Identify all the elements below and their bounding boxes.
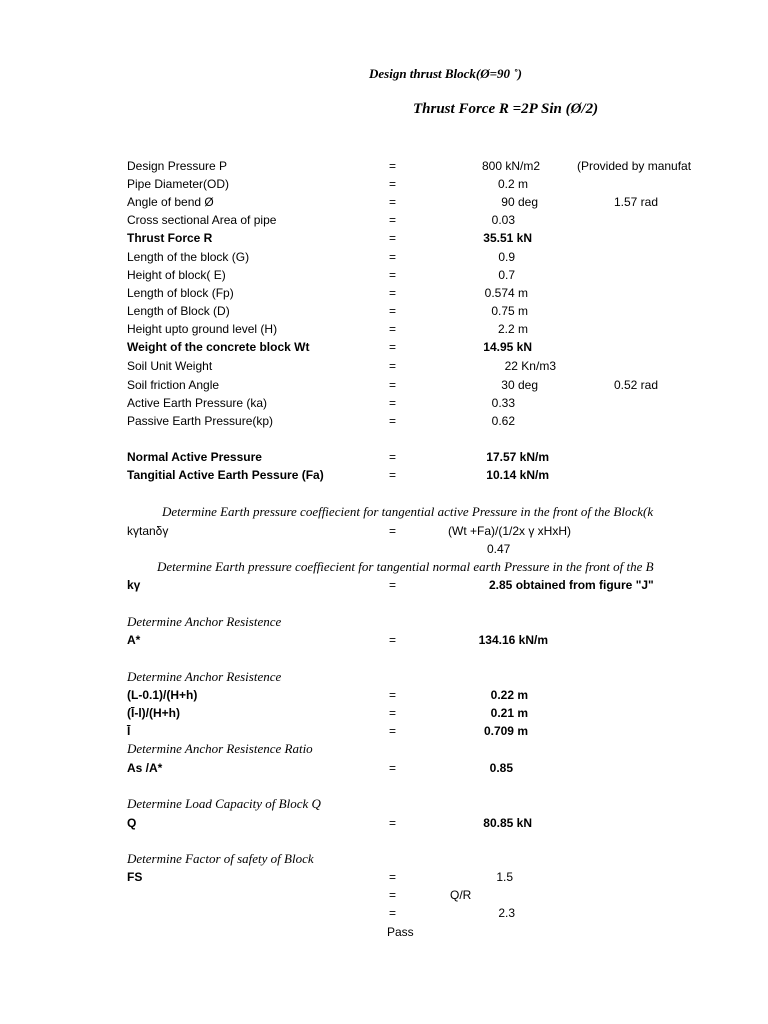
- row-value: 0.574 m: [484, 286, 528, 300]
- row-value: 0.85: [489, 761, 513, 775]
- row-label: Tangitial Active Earth Pessure (Fa): [127, 468, 324, 482]
- equals-sign: =: [389, 870, 397, 884]
- row-label: As /A*: [127, 761, 163, 775]
- row-value: 0.7: [498, 268, 515, 282]
- section-heading: Determine Load Capacity of Block Q: [127, 796, 321, 811]
- row-value: 35.51 kN: [483, 231, 532, 245]
- row-label: Soil Unit Weight: [127, 359, 213, 373]
- equals-sign: =: [389, 888, 397, 902]
- row-value: Q/R: [450, 888, 472, 902]
- equals-sign: =: [389, 450, 397, 464]
- pass-result: Pass: [387, 925, 414, 939]
- equals-sign: =: [389, 468, 397, 482]
- equals-sign: =: [389, 286, 397, 300]
- row-value: 0.75 m: [491, 304, 528, 318]
- equals-sign: =: [389, 359, 397, 373]
- row-value: 0.03: [491, 213, 515, 227]
- row-extra: 0.52 rad: [613, 378, 658, 392]
- row-label: Thrust Force R: [127, 231, 213, 245]
- row-label: Normal Active Pressure: [127, 450, 262, 464]
- row-value: 134.16 kN/m: [478, 633, 548, 647]
- row-label: Cross sectional Area of pipe: [127, 213, 277, 227]
- equals-sign: =: [389, 633, 397, 647]
- equals-sign: =: [389, 578, 397, 592]
- row-note: (Provided by manufat: [577, 159, 692, 173]
- row-extra: 1.57 rad: [613, 195, 658, 209]
- row-label: (Ī-l)/(H+h): [127, 706, 180, 720]
- row-value: 800 kN/m2: [481, 159, 540, 173]
- row-value: 17.57 kN/m: [486, 450, 549, 464]
- row-label: kγtanδγ: [127, 524, 169, 538]
- row-label: Soil friction Angle: [127, 378, 220, 392]
- section-heading: Determine Earth pressure coeffiecient for tangential normal earth Pressure in the front of the B: [157, 559, 654, 574]
- equals-sign: =: [389, 816, 397, 830]
- equals-sign: =: [389, 414, 397, 428]
- equals-sign: =: [389, 688, 397, 702]
- row-value: 0.21 m: [490, 706, 528, 720]
- row-value: (Wt +Fa)/(1/2x γ xHxH): [448, 524, 572, 538]
- row-value: 1.5: [496, 870, 513, 884]
- equals-sign: =: [389, 524, 397, 538]
- row-label: Q: [127, 816, 137, 830]
- row-label: Active Earth Pressure (ka): [127, 396, 268, 410]
- equals-sign: =: [389, 304, 397, 318]
- equals-sign: =: [389, 706, 397, 720]
- row-label: Design Pressure P: [127, 159, 228, 173]
- section-heading: Determine Anchor Resistence: [127, 669, 282, 684]
- row-value: 0.62: [491, 414, 515, 428]
- row-value: 0.33: [491, 396, 515, 410]
- equals-sign: =: [389, 213, 397, 227]
- equals-sign: =: [389, 195, 397, 209]
- equals-sign: =: [389, 378, 397, 392]
- row-result: 0.47: [487, 542, 511, 556]
- equals-sign: =: [389, 250, 397, 264]
- row-label: Passive Earth Pressure(kp): [127, 414, 274, 428]
- section-heading: Determine Anchor Resistence: [127, 614, 282, 629]
- section-heading: Determine Anchor Resistence Ratio: [127, 741, 313, 756]
- row-value: 2.3: [498, 906, 515, 920]
- row-label: A*: [127, 633, 141, 647]
- equals-sign: =: [389, 159, 397, 173]
- row-label: FS: [127, 870, 143, 884]
- row-label: Pipe Diameter(OD): [127, 177, 230, 191]
- equals-sign: =: [389, 231, 397, 245]
- row-label: kγ: [127, 578, 141, 592]
- equals-sign: =: [389, 177, 397, 191]
- row-value: 2.2 m: [497, 322, 528, 336]
- equals-sign: =: [389, 322, 397, 336]
- equals-sign: =: [389, 724, 397, 738]
- row-value: 14.95 kN: [483, 340, 532, 354]
- equals-sign: =: [389, 761, 397, 775]
- row-value: 22 Kn/m3: [504, 359, 556, 373]
- row-label: (L-0.1)/(H+h): [127, 688, 198, 702]
- equals-sign: =: [389, 340, 397, 354]
- row-label: Length of Block (D): [127, 304, 230, 318]
- row-value: 90 deg: [501, 195, 538, 209]
- row-value: 0.22 m: [490, 688, 528, 702]
- row-value: 10.14 kN/m: [486, 468, 549, 482]
- row-value: 30 deg: [501, 378, 538, 392]
- row-label: Angle of bend Ø: [127, 195, 214, 209]
- row-value: 80.85 kN: [483, 816, 532, 830]
- equals-sign: =: [389, 906, 397, 920]
- row-value: 2.85 obtained from figure "J": [489, 578, 654, 592]
- row-value: 0.9: [498, 250, 515, 264]
- row-label: Length of the block (G): [127, 250, 250, 264]
- row-label: Height upto ground level (H): [127, 322, 278, 336]
- thrust-formula: Thrust Force R =2P Sin (Ø/2): [413, 101, 599, 117]
- page-title: Design thrust Block(Ø=90 ˚): [369, 66, 522, 81]
- row-label: Ī: [127, 724, 131, 738]
- row-value: 0.2 m: [497, 177, 528, 191]
- equals-sign: =: [389, 268, 397, 282]
- section-heading: Determine Earth pressure coeffiecient for tangential active Pressure in the front of the Block(k: [162, 504, 654, 519]
- row-label: Height of block( E): [127, 268, 226, 282]
- row-value: 0.709 m: [483, 724, 528, 738]
- equals-sign: =: [389, 396, 397, 410]
- row-label: Weight of the concrete block Wt: [127, 340, 310, 354]
- section-heading: Determine Factor of safety of Block: [127, 851, 314, 866]
- row-label: Length of block (Fp): [127, 286, 234, 300]
